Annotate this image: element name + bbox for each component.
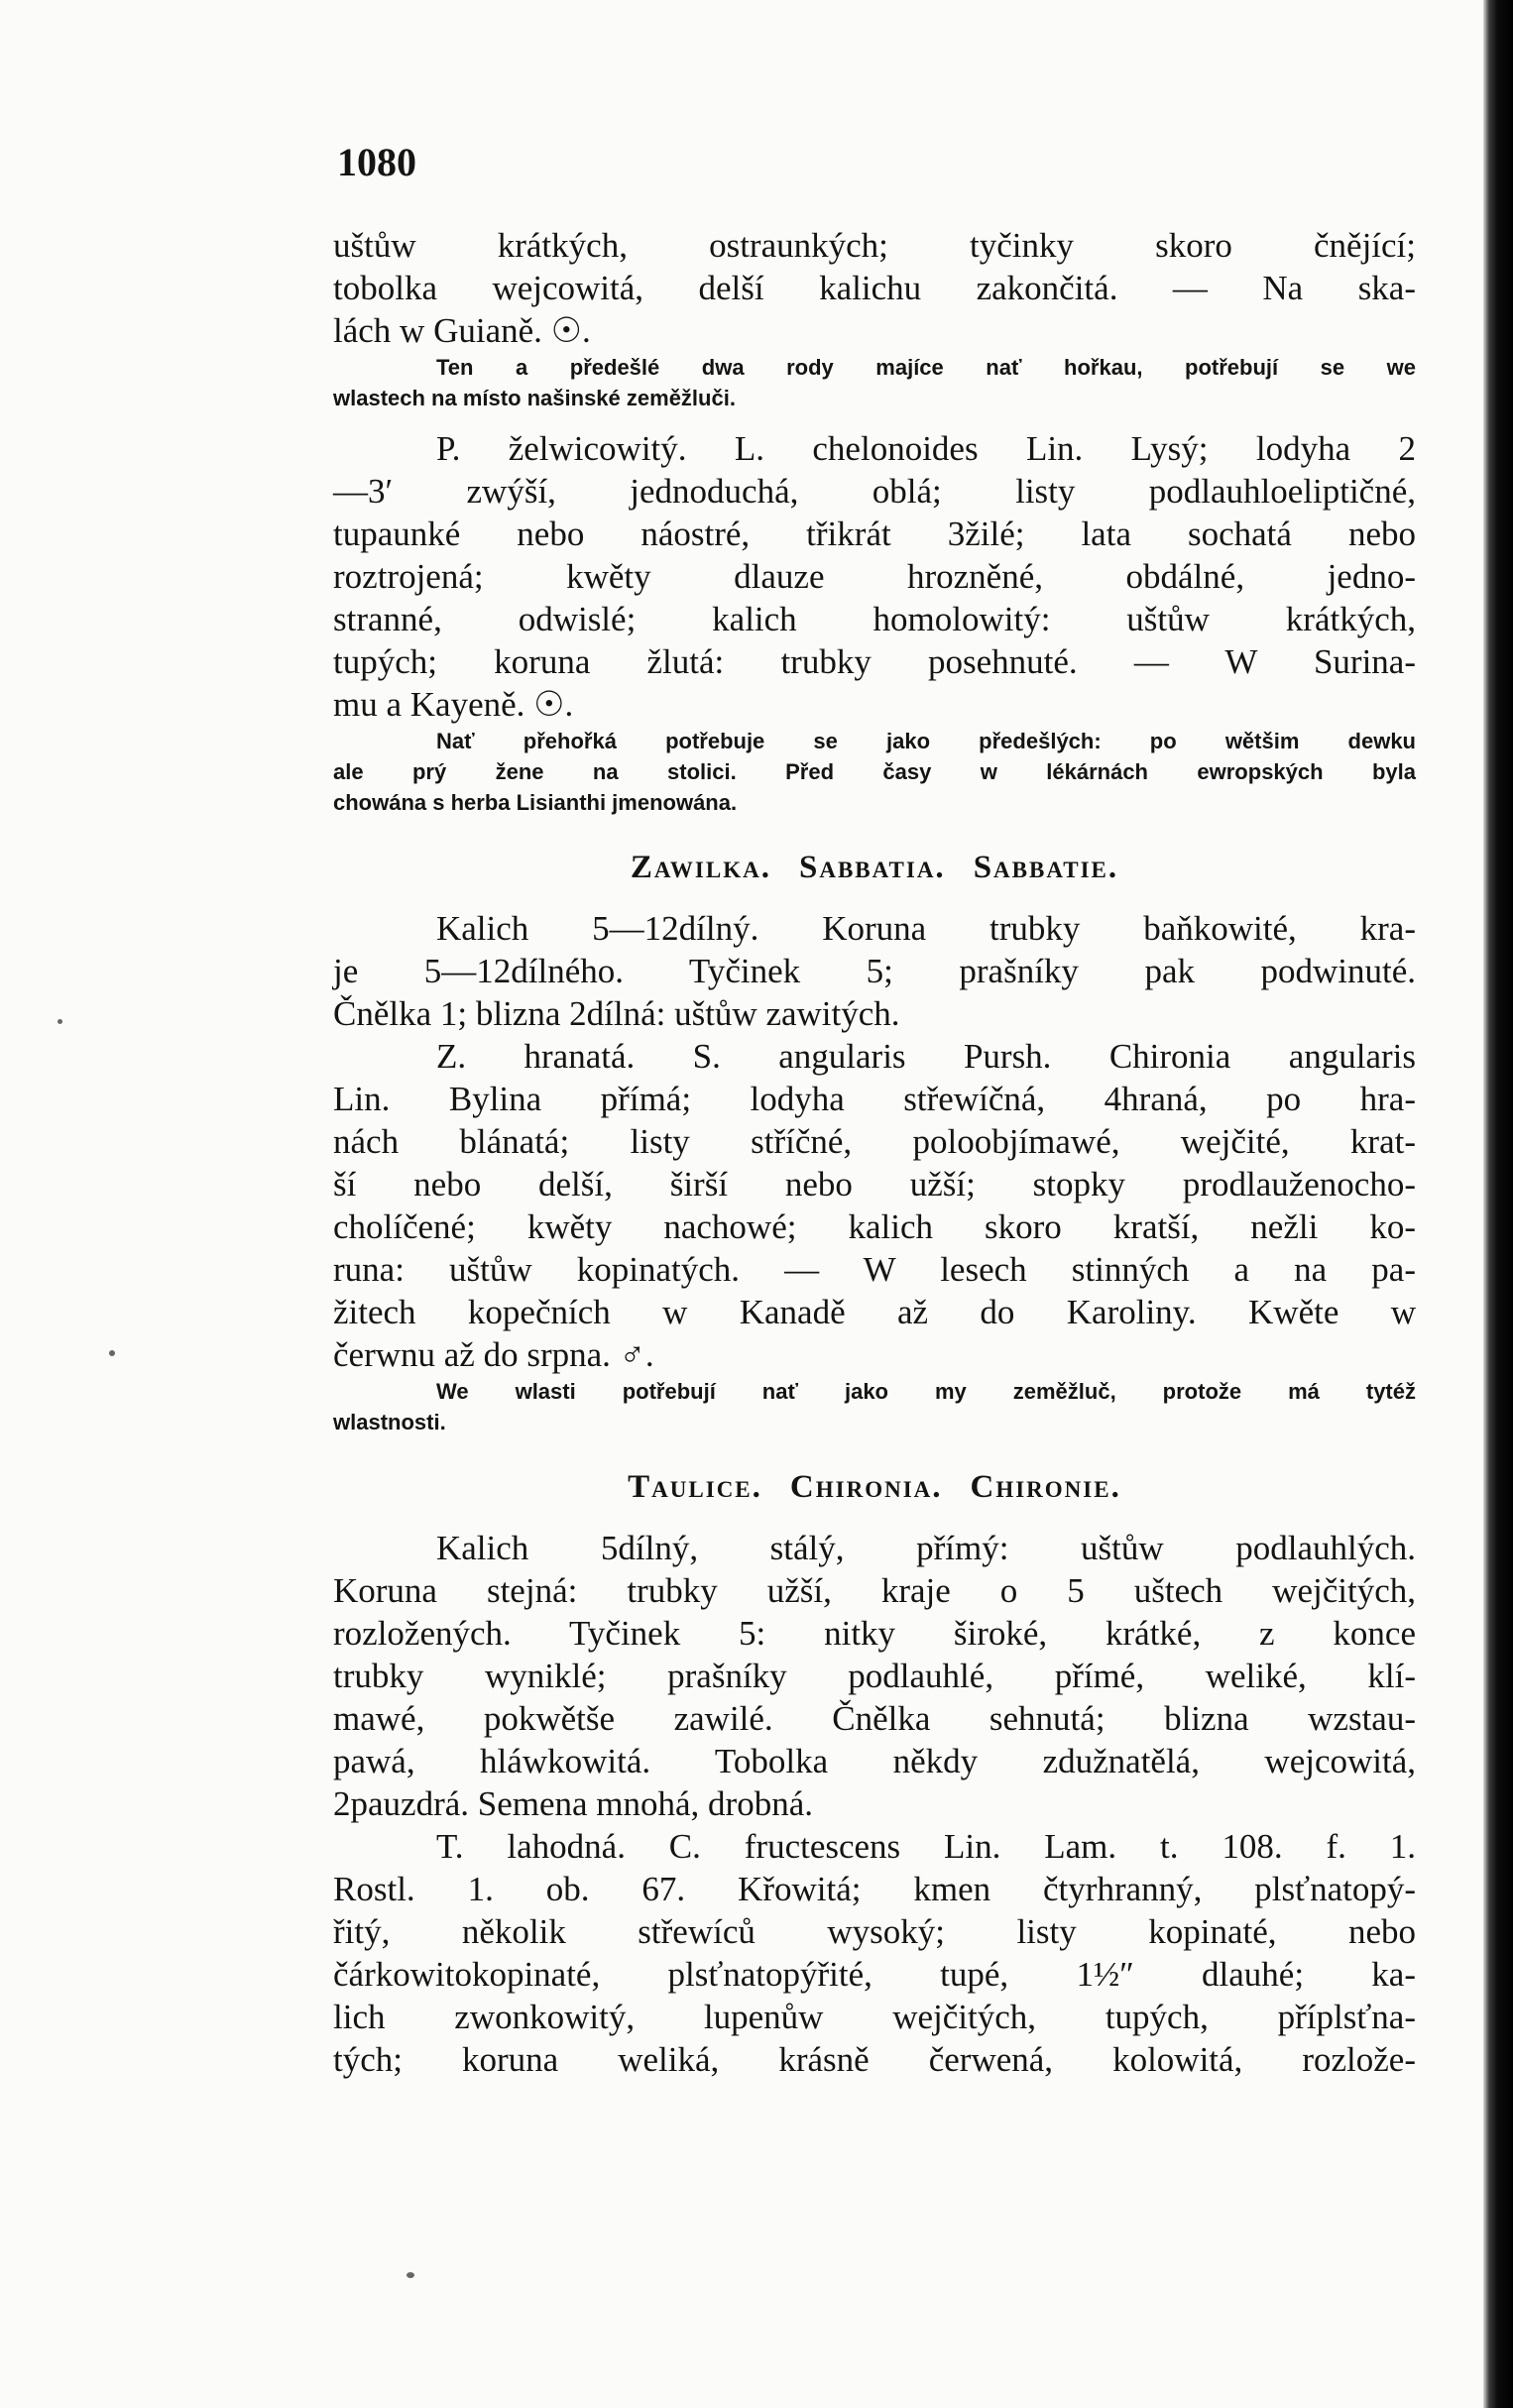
text-line: mawé, pokwětše zawilé. Čnělka sehnutá; blizna wzstau-: [333, 1699, 1416, 1738]
text-line: čárkowitokopinaté, plsťnatopýřité, tupé, 1½″ dlauhé; ka-: [333, 1955, 1416, 1994]
text-line: P. želwicowitý. L. chelonoides Lin. Lysý; lodyha 2: [436, 429, 1416, 468]
text-line: je 5—12dílného. Tyčinek 5; prašníky pak podwinuté.: [333, 952, 1416, 990]
genus-heading-part: Sabbatia.: [798, 850, 946, 885]
note-line: Ten a předešlé dwa rody majíce nať hořkau, potřebují se we: [436, 355, 1416, 380]
book-edge-shadow: [1483, 0, 1513, 2408]
text-line: řitý, několik střewíců wysoký; listy kopinaté, nebo: [333, 1912, 1416, 1951]
text-line: Čnělka 1; blizna 2dílná: uštůw zawitých.: [333, 994, 900, 1033]
note-line: ale prý žene na stolici. Před časy w lékárnách ewropských byla: [333, 759, 1416, 784]
text-line: Rostl. 1. ob. 67. Křowitá; kmen čtyrhranný, plsťnatopý-: [333, 1870, 1416, 1908]
paragraph-gap: [333, 413, 1416, 427]
note-line: Nať přehořká potřebuje se jako předešlých: po wětšim dewku: [436, 729, 1416, 753]
genus-heading-part: Zawilka.: [630, 850, 771, 885]
text-line: 2pauzdrá. Semena mnohá, drobná.: [333, 1784, 814, 1823]
text-line: rozložených. Tyčinek 5: nitky široké, krátké, z konce: [333, 1614, 1416, 1653]
text-line: roztrojená; kwěty dlauze hrozněné, obdálné, jedno-: [333, 557, 1416, 596]
text-line: runa: uštůw kopinatých. — W lesech stinných a na pa-: [333, 1250, 1416, 1289]
note-line: chowána s herba Lisianthi jmenowána.: [333, 790, 738, 815]
text-line: lich zwonkowitý, lupenůw wejčitých, tupých, příplsťna-: [333, 1998, 1416, 2036]
text-line: Z. hranatá. S. angularis Pursh. Chironia angularis: [436, 1037, 1416, 1076]
scan-speck: [58, 1019, 62, 1024]
note-line: We wlasti potřebují nať jako my zeměžluč, protože má tytéž: [436, 1379, 1416, 1404]
genus-heading: [333, 838, 1416, 897]
text-line: Lin. Bylina přímá; lodyha střewíčná, 4hraná, po hra-: [333, 1080, 1416, 1118]
text-line: stranné, odwislé; kalich homolowitý: uštůw krátkých,: [333, 600, 1416, 638]
text-line: lách w Guianě. ☉.: [333, 311, 591, 350]
text-line: žitech kopečních w Kanadě až do Karoliny. Kwěte w: [333, 1293, 1416, 1331]
text-line: T. lahodná. C. fructescens Lin. Lam. t. 108. f. 1.: [436, 1827, 1416, 1866]
text-line: trubky wyniklé; prašníky podlauhlé, přímé, weliké, klí-: [333, 1657, 1416, 1695]
text-line: nách blánatá; listy stříčné, poloobjímawé, wejčité, krat-: [333, 1122, 1416, 1161]
scan-speck: [407, 2272, 414, 2278]
text-line: tých; koruna weliká, krásně čerwená, kolowitá, rozlože-: [333, 2040, 1416, 2079]
text-line: tobolka wejcowitá, delší kalichu zakončitá. — Na ska-: [333, 269, 1416, 307]
note-line: wlastech na místo našinské zeměžluči.: [333, 386, 736, 410]
genus-heading-part: Sabbatie.: [973, 850, 1119, 885]
text-line: ší nebo delší, širší nebo užší; stopky prodlauženocho-: [333, 1165, 1416, 1204]
genus-heading-part: Chironia.: [789, 1469, 943, 1505]
scan-speck: [109, 1350, 115, 1356]
genus-heading-part: Taulice.: [628, 1469, 762, 1505]
text-line: čerwnu až do srpna. ♂.: [333, 1335, 654, 1374]
text-line: pawá, hláwkowitá. Tobolka někdy zdužnatělá, wejcowitá,: [333, 1742, 1416, 1780]
text-line: Kalich 5—12dílný. Koruna trubky baňkowité, kra-: [436, 909, 1416, 948]
text-line: uštůw krátkých, ostraunkých; tyčinky skoro čnějící;: [333, 226, 1416, 265]
genus-heading-part: Chironie.: [970, 1469, 1121, 1505]
body-text: [333, 224, 1416, 2081]
text-line: Kalich 5dílný, stálý, přímý: uštůw podlauhlých.: [436, 1529, 1416, 1567]
text-line: tupých; koruna žlutá: trubky posehnuté. — W Surina-: [333, 642, 1416, 681]
text-line: cholíčené; kwěty nachowé; kalich skoro kratší, nežli ko-: [333, 1207, 1416, 1246]
note-line: wlastnosti.: [333, 1410, 446, 1434]
page-number: 1080: [337, 140, 416, 184]
text-line: mu a Kayeně. ☉.: [333, 685, 574, 724]
genus-heading: [333, 1457, 1416, 1517]
text-line: —3′ zwýší, jednoduchá, oblá; listy podlauhloeliptičné,: [333, 472, 1416, 511]
text-line: Koruna stejná: trubky užší, kraje o 5 uštech wejčitých,: [333, 1571, 1416, 1610]
text-line: tupaunké nebo náostré, třikrát 3žilé; lata sochatá nebo: [333, 515, 1416, 553]
